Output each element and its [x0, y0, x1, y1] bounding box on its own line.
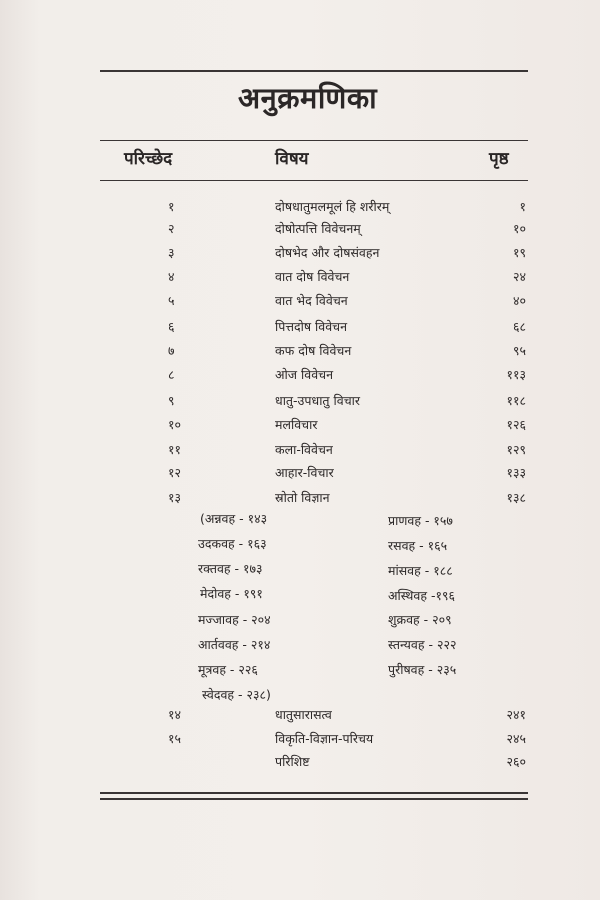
toc-row	[0, 441, 600, 465]
chapter-number: ७	[168, 343, 175, 358]
chapter-number: १५	[168, 731, 182, 746]
header-page: पृष्ठ	[489, 149, 509, 169]
srotas-item: मांसवह - १८८	[388, 563, 453, 578]
toc-row	[0, 268, 600, 292]
chapter-number: ३	[168, 245, 175, 260]
chapter-subject: वात भेद विवेचन	[275, 293, 348, 308]
chapter-number: ११	[168, 442, 182, 457]
toc-row	[0, 220, 600, 244]
srotas-item: प्राणवह - १५७	[388, 513, 453, 528]
chapter-page: १९	[512, 245, 526, 260]
chapter-page: २४	[512, 269, 526, 284]
toc-row	[0, 416, 600, 440]
chapter-page: २४५	[506, 731, 526, 746]
chapter-subject: विकृति-विज्ञान-परिचय	[275, 731, 374, 746]
toc-row	[0, 706, 600, 730]
chapter-number: १३	[168, 490, 182, 505]
srotas-item: अस्थिवह -१९६	[388, 588, 455, 603]
chapter-number: १	[168, 199, 175, 214]
chapter-page: ६८	[512, 319, 526, 334]
chapter-subject: कला-विवेचन	[275, 442, 333, 457]
chapter-subject: पित्तदोष विवेचन	[275, 319, 348, 334]
chapter-page: २६०	[506, 754, 526, 769]
chapter-page: ९५	[512, 343, 526, 358]
chapter-subject: दोषधातुमलमूलं हि शरीरम्	[275, 199, 390, 214]
srotas-item: पुरीषवह - २३५	[388, 662, 457, 677]
chapter-page: १२९	[506, 442, 526, 457]
srotas-item: शुक्रवह - २०९	[388, 612, 452, 627]
toc-row	[0, 244, 600, 268]
srotas-item: स्तन्यवह - २२२	[388, 637, 457, 652]
toc-row	[0, 318, 600, 342]
chapter-number: २	[168, 221, 175, 236]
srotas-item: आर्तववह - २१४	[198, 637, 271, 652]
chapter-number: १२	[168, 465, 182, 480]
chapter-page: १३३	[506, 465, 526, 480]
toc-row	[0, 292, 600, 316]
chapter-subject: आहार-विचार	[275, 465, 334, 480]
chapter-page: १२६	[506, 417, 526, 432]
srotas-item: रक्तवह - १७३	[198, 561, 263, 576]
chapter-page: ११३	[506, 367, 526, 382]
chapter-subject: मलविचार	[275, 417, 318, 432]
srotas-item: मज्जावह - २०४	[198, 612, 271, 627]
chapter-number: ४	[168, 269, 175, 284]
title-rule	[100, 140, 528, 141]
toc-row	[0, 392, 600, 416]
srotas-item: रसवह - १६५	[388, 538, 448, 553]
chapter-page: १३८	[506, 490, 526, 505]
header-subject: विषय	[275, 149, 309, 169]
toc-row	[0, 753, 600, 777]
header-chapter: परिच्छेद	[124, 149, 173, 169]
chapter-page: १	[519, 199, 526, 214]
srotas-item: उदकवह - १६३	[198, 536, 267, 551]
toc-row	[0, 366, 600, 390]
chapter-subject: स्रोतो विज्ञान	[275, 490, 330, 505]
toc-row	[0, 342, 600, 366]
srotas-item: (अन्नवह - १४३	[200, 511, 268, 526]
top-rule	[100, 70, 528, 72]
toc-row	[0, 464, 600, 488]
chapter-number: ५	[168, 293, 175, 308]
chapter-page: २४१	[506, 707, 526, 722]
header-rule	[100, 180, 528, 181]
toc-row	[0, 198, 600, 222]
chapter-number: ६	[168, 319, 175, 334]
chapter-subject: धातु-उपधातु विचार	[275, 393, 361, 408]
chapter-number: ८	[168, 367, 175, 382]
srotas-item: स्वेदवह - २३८)	[202, 687, 271, 702]
chapter-subject: वात दोष विवेचन	[275, 269, 350, 284]
srotas-item: मूत्रवह - २२६	[198, 662, 258, 677]
chapter-page: १०	[512, 221, 526, 236]
bottom-rule-1	[100, 792, 528, 794]
chapter-subject: परिशिष्ट	[275, 754, 310, 769]
chapter-page: ४०	[512, 293, 526, 308]
chapter-subject: दोषोत्पत्ति विवेचनम्	[275, 221, 361, 236]
chapter-subject: धातुसारासत्व	[275, 707, 332, 722]
page-title: अनुक्रमणिका	[238, 81, 378, 115]
chapter-number: १४	[168, 707, 182, 722]
chapter-number: ९	[168, 393, 175, 408]
chapter-number: १०	[168, 417, 182, 432]
toc-row	[0, 730, 600, 754]
chapter-subject: ओज विवेचन	[275, 367, 334, 382]
srotas-item: मेदोवह - १९१	[200, 586, 263, 601]
toc-row	[0, 489, 600, 513]
chapter-subject: कफ दोष विवेचन	[275, 343, 352, 358]
bottom-rule-2	[100, 798, 528, 800]
chapter-subject: दोषभेद और दोषसंवहन	[275, 245, 380, 260]
chapter-page: ११८	[506, 393, 526, 408]
